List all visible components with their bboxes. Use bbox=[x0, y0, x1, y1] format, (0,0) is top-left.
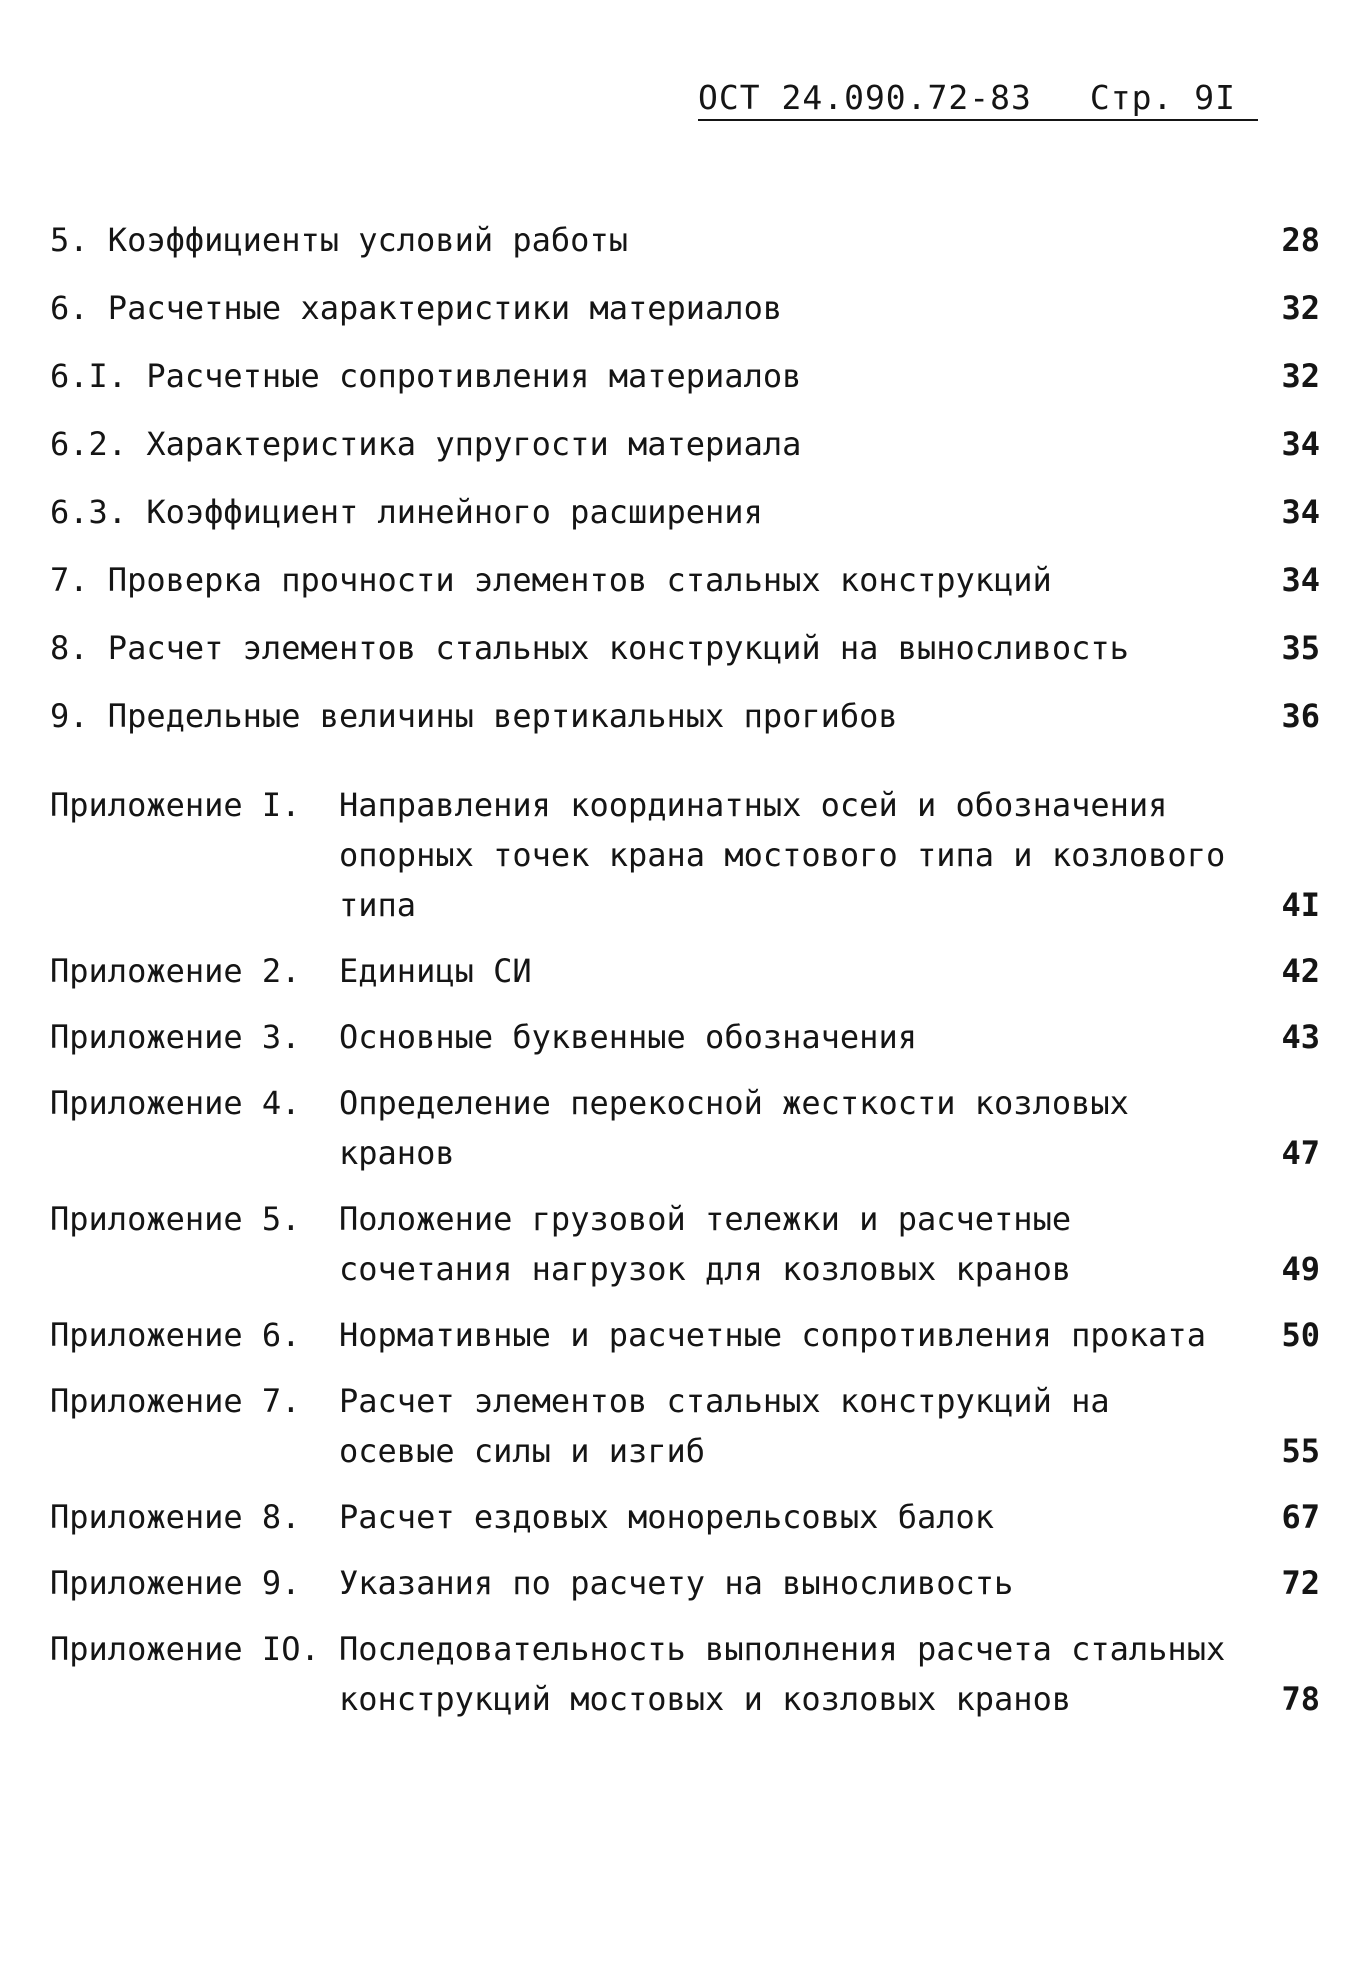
appendix-label: Приложение IO. bbox=[50, 1630, 320, 1668]
section-number: 6. bbox=[50, 289, 89, 327]
appendix-page: 55 bbox=[1281, 1432, 1320, 1470]
appendix-label: Приложение 8. bbox=[50, 1498, 301, 1536]
appendix-entry bbox=[50, 1310, 1320, 1360]
toc-entry bbox=[50, 682, 1320, 750]
appendix-page: 42 bbox=[1281, 952, 1320, 990]
appendix-label: Приложение 4. bbox=[50, 1084, 301, 1122]
appendix-title: Единицы СИ bbox=[339, 952, 532, 990]
appendix-label: Приложение 9. bbox=[50, 1564, 301, 1602]
appendix-page: 67 bbox=[1281, 1498, 1320, 1536]
section-page: 34 bbox=[1281, 493, 1320, 531]
section-page: 28 bbox=[1281, 221, 1320, 259]
spacer bbox=[50, 750, 1320, 780]
appendix-page: 50 bbox=[1281, 1316, 1320, 1354]
appendix-page: 4I bbox=[1281, 886, 1320, 924]
appendix-entry bbox=[50, 1624, 1320, 1724]
appendix-entry bbox=[50, 1492, 1320, 1542]
appendix-page: 49 bbox=[1281, 1250, 1320, 1288]
section-title: Расчетные характеристики материалов bbox=[107, 289, 783, 327]
appendix-title: Расчет ездовых монорельсовых балок bbox=[339, 1498, 995, 1536]
section-number: 6.3. bbox=[50, 493, 128, 531]
toc-entry bbox=[50, 478, 1320, 546]
toc-entry bbox=[50, 614, 1320, 682]
toc-entry bbox=[50, 206, 1320, 274]
appendix-page: 47 bbox=[1281, 1134, 1320, 1172]
table-of-contents bbox=[50, 206, 1320, 1740]
section-page: 32 bbox=[1281, 357, 1320, 395]
appendix-label: Приложение 6. bbox=[50, 1316, 301, 1354]
document-code: ОСТ 24.090.72-83 bbox=[698, 78, 1032, 117]
appendix-label: Приложение 2. bbox=[50, 952, 301, 990]
section-number: 6.I. bbox=[50, 357, 128, 395]
appendix-title: Направления координатных осей и обозначения опорных точек крана мостового типа и козлового типа bbox=[339, 786, 1226, 924]
toc-entry bbox=[50, 410, 1320, 478]
appendix-label: Приложение 5. bbox=[50, 1200, 301, 1238]
appendix-title: Последовательность выполнения расчета стальных конструкций мостовых и козловых кранов bbox=[339, 1630, 1226, 1718]
section-page: 34 bbox=[1281, 425, 1320, 463]
appendix-entry bbox=[50, 1194, 1320, 1294]
appendix-title: Указания по расчету на выносливость bbox=[339, 1564, 1014, 1602]
page-number: Стр. 9I bbox=[1089, 78, 1236, 117]
section-title: Расчет элементов стальных конструкций на выносливость bbox=[107, 629, 1129, 667]
appendix-label: Приложение I. bbox=[50, 786, 301, 824]
appendix-title: Положение грузовой тележки и расчетные сочетания нагрузок для козловых кранов bbox=[339, 1200, 1072, 1288]
toc-entry bbox=[50, 342, 1320, 410]
appendix-label: Приложение 3. bbox=[50, 1018, 301, 1056]
section-title: Предельные величины вертикальных прогибов bbox=[107, 697, 898, 735]
appendix-title: Основные буквенные обозначения bbox=[339, 1018, 917, 1056]
appendix-entry bbox=[50, 1558, 1320, 1608]
appendix-entry bbox=[50, 780, 1320, 930]
appendix-entry bbox=[50, 1078, 1320, 1178]
section-page: 36 bbox=[1281, 697, 1320, 735]
appendix-title: Определение перекосной жесткости козловых кранов bbox=[339, 1084, 1129, 1172]
section-number: 8. bbox=[50, 629, 89, 667]
section-title: Характеристика упругости материала bbox=[146, 425, 802, 463]
section-title: Проверка прочности элементов стальных конструкций bbox=[107, 561, 1052, 599]
section-title: Коэффициенты условий работы bbox=[107, 221, 628, 259]
appendix-entry bbox=[50, 1012, 1320, 1062]
appendix-page: 78 bbox=[1281, 1680, 1320, 1718]
section-number: 5. bbox=[50, 221, 89, 259]
appendix-title: Нормативные и расчетные сопротивления проката bbox=[339, 1316, 1206, 1354]
section-number: 7. bbox=[50, 561, 89, 599]
appendix-entry bbox=[50, 946, 1320, 996]
appendix-title: Расчет элементов стальных конструкций на осевые силы и изгиб bbox=[339, 1382, 1110, 1470]
appendix-entry bbox=[50, 1376, 1320, 1476]
appendix-page: 43 bbox=[1281, 1018, 1320, 1056]
toc-entry bbox=[50, 546, 1320, 614]
section-page: 34 bbox=[1281, 561, 1320, 599]
page-header bbox=[698, 78, 1258, 121]
toc-entry bbox=[50, 274, 1320, 342]
section-number: 6.2. bbox=[50, 425, 128, 463]
section-page: 32 bbox=[1281, 289, 1320, 327]
section-number: 9. bbox=[50, 697, 89, 735]
section-title: Расчетные сопротивления материалов bbox=[146, 357, 802, 395]
appendix-page: 72 bbox=[1281, 1564, 1320, 1602]
section-page: 35 bbox=[1281, 629, 1320, 667]
appendix-label: Приложение 7. bbox=[50, 1382, 301, 1420]
section-title: Коэффициент линейного расширения bbox=[146, 493, 763, 531]
